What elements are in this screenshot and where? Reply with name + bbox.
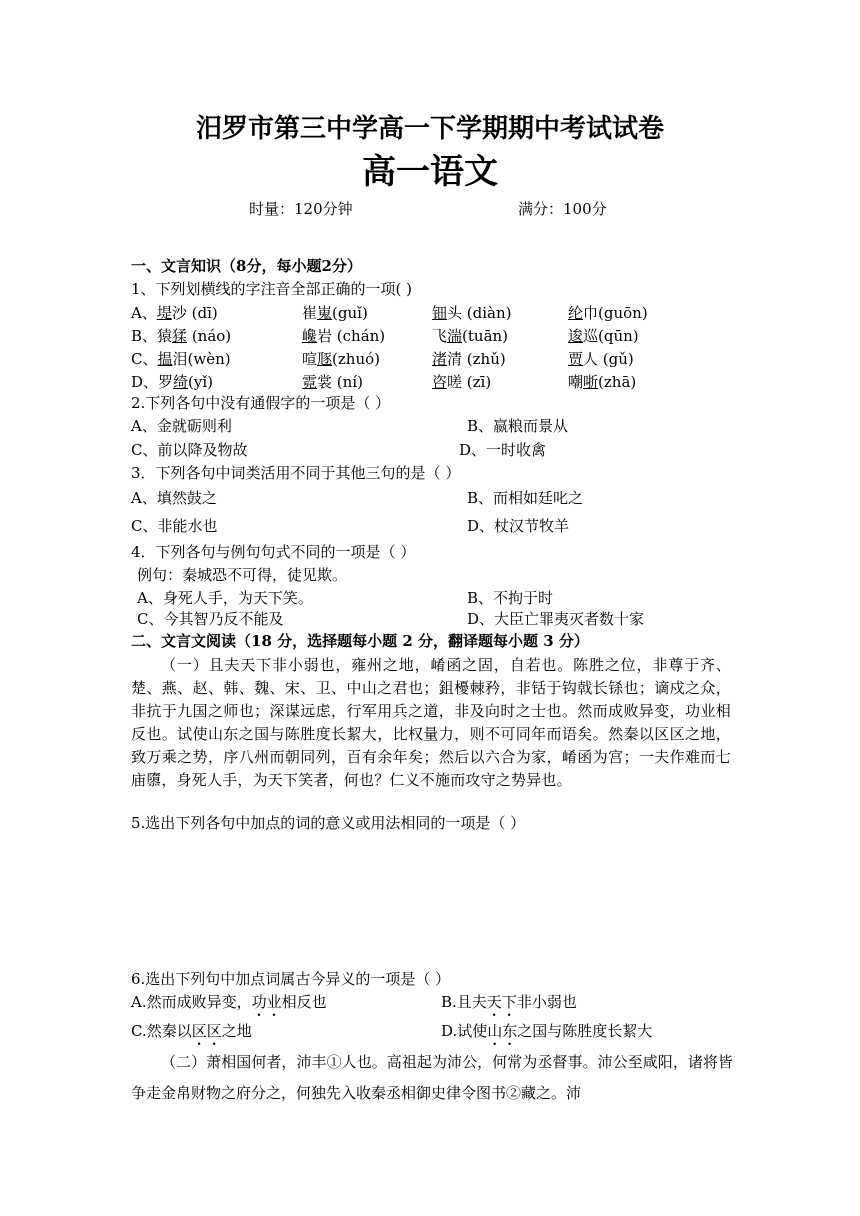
section-1-heading: 一、文言知识（8分，每小题2分） xyxy=(131,257,362,275)
q4-stem: 4．下列各句与例句句式不同的一项是（ ） xyxy=(131,543,416,561)
underlined-char: 贾 xyxy=(568,350,584,368)
passage-2: （二）萧相国何者，沛丰①人也。高祖起为沛公，何常为丞督事。沛公至咸阳，诸将皆争走金帛财物之府分之，何独先入收秦丞相御史律令图书②藏之。沛 xyxy=(131,1053,733,1102)
q1-option-item: 贾人 (gǔ) xyxy=(568,350,634,368)
q4-option-d: D、大臣亡罪夷灭者数十家 xyxy=(467,610,645,628)
q2-stem: 2.下列各句中没有通假字的一项是（ ） xyxy=(131,394,391,412)
q2-option-d: D、一时收禽 xyxy=(459,441,547,459)
q3-option-a: A、填然鼓之 xyxy=(131,489,217,507)
time-label: 时量：120分钟 xyxy=(249,200,353,218)
q1-option-item: 纶巾(guōn) xyxy=(568,304,648,322)
q1-option-item: B、猿猱 (náo) xyxy=(131,327,232,345)
q4-example: 例句：秦城恐不可得，徒见欺。 xyxy=(137,566,348,584)
q2-option-b: B、嬴粮而景从 xyxy=(467,417,569,435)
underlined-char: 揾 xyxy=(157,350,173,368)
q1-option-item: 钿头 (diàn) xyxy=(432,304,512,322)
q6-option-d: D.试使山东之国与陈胜度长絜大 xyxy=(441,1022,653,1040)
underlined-char: 猱 xyxy=(172,327,188,345)
underlined-char: 堤 xyxy=(156,304,172,322)
q3-stem: 3．下列各句中词类活用不同于其他三句的是（ ） xyxy=(131,464,461,482)
underlined-char: 巉 xyxy=(302,327,318,345)
dotted-word: 天下 xyxy=(486,993,517,1011)
q1-option-item: A、堤沙 (dī) xyxy=(131,304,218,322)
q2-option-c: C、前以降及物故 xyxy=(131,441,248,459)
q1-stem: 1、下列划横线的字注音全部正确的一项( ) xyxy=(131,280,413,298)
q6-stem: 6.选出下列句中加点词属古今异义的一项是（ ） xyxy=(131,970,451,988)
underlined-char: 湍 xyxy=(447,327,463,345)
q6-option-b: B.且夫天下非小弱也 xyxy=(441,993,577,1011)
q2-option-a: A、金就砺则利 xyxy=(131,417,232,435)
dotted-word: 功业 xyxy=(251,993,282,1011)
section-2-heading: 二、文言文阅读（18 分，选择题每小题 2 分，翻译题每小题 3 分） xyxy=(131,632,589,650)
underlined-char: 钿 xyxy=(432,304,448,322)
underlined-char: 哳 xyxy=(583,373,599,391)
q4-option-c: C、今其智乃反不能及 xyxy=(137,610,284,628)
dotted-word: 山东 xyxy=(487,1022,518,1040)
q1-option-item: 巉岩 (chán) xyxy=(302,327,386,345)
underlined-char: 绮 xyxy=(173,373,189,391)
underlined-char: 霓 xyxy=(302,373,318,391)
underlined-char: 渚 xyxy=(432,350,448,368)
q1-option-item: 逡巡(qūn) xyxy=(568,327,639,345)
q1-option-item: 霓裳 (ní) xyxy=(302,373,363,391)
subject-title: 高一语文 xyxy=(362,152,498,192)
q3-option-d: D、杖汉节牧羊 xyxy=(467,517,570,535)
q4-option-b: B、不拘于时 xyxy=(467,589,554,607)
q1-option-item: 崔嵬(guǐ) xyxy=(302,304,368,322)
underlined-char: 嵬 xyxy=(317,304,333,322)
q1-option-item: 喧豗(zhuó) xyxy=(302,350,380,368)
passage-1: （一）且夫天下非小弱也，雍州之地，崤函之固，自若也。陈胜之位，非尊于齐、楚、燕、赵、韩、魏、宋、卫、中山之君也；鉏櫌棘矜，非铦于钩戟长铩也；谪戍之众，非抗于九国之师也；深谋远虑，行军用兵之道，非及向时之士也。然而成败异变，功业相反也。试使山东之国与陈胜度长絜大，比权量力，则不可同年而语矣。然秦以区区之地，致万乘之势，序八州而朝同列，百有余年矣；然后以六合为家，崤函为宫；一夫作难而七庙隳，身死人手，为天下笑者，何也？仁义不施而攻守之势异也。 xyxy=(131,656,731,789)
q5-stem: 5.选出下列各句中加点的词的意义或用法相同的一项是（ ） xyxy=(131,814,526,832)
q1-option-item: D、罗绮(yǐ) xyxy=(131,373,214,391)
q1-option-item: 飞湍(tuān) xyxy=(432,327,509,345)
underlined-char: 豗 xyxy=(317,350,333,368)
q1-option-item: 咨嗟 (zī) xyxy=(432,373,492,391)
q4-option-a: A、身死人手，为天下笑。 xyxy=(137,589,313,607)
q6-option-a: A.然而成败异变，功业相反也 xyxy=(131,993,327,1011)
q3-option-c: C、非能水也 xyxy=(131,517,218,535)
dotted-word: 区区 xyxy=(191,1022,222,1040)
q3-option-b: B、而相如廷叱之 xyxy=(467,489,584,507)
underlined-char: 纶 xyxy=(568,304,584,322)
q1-option-item: 渚清 (zhǔ) xyxy=(432,350,506,368)
q1-option-item: C、揾泪(wèn) xyxy=(131,350,231,368)
exam-title: 汨罗市第三中学高一下学期期中考试试卷 xyxy=(195,114,664,144)
underlined-char: 逡 xyxy=(568,327,584,345)
score-label: 满分：100分 xyxy=(518,200,607,218)
underlined-char: 咨 xyxy=(432,373,448,391)
q6-option-c: C.然秦以区区之地 xyxy=(131,1022,252,1040)
q1-option-item: 嘲哳(zhā) xyxy=(568,373,637,391)
